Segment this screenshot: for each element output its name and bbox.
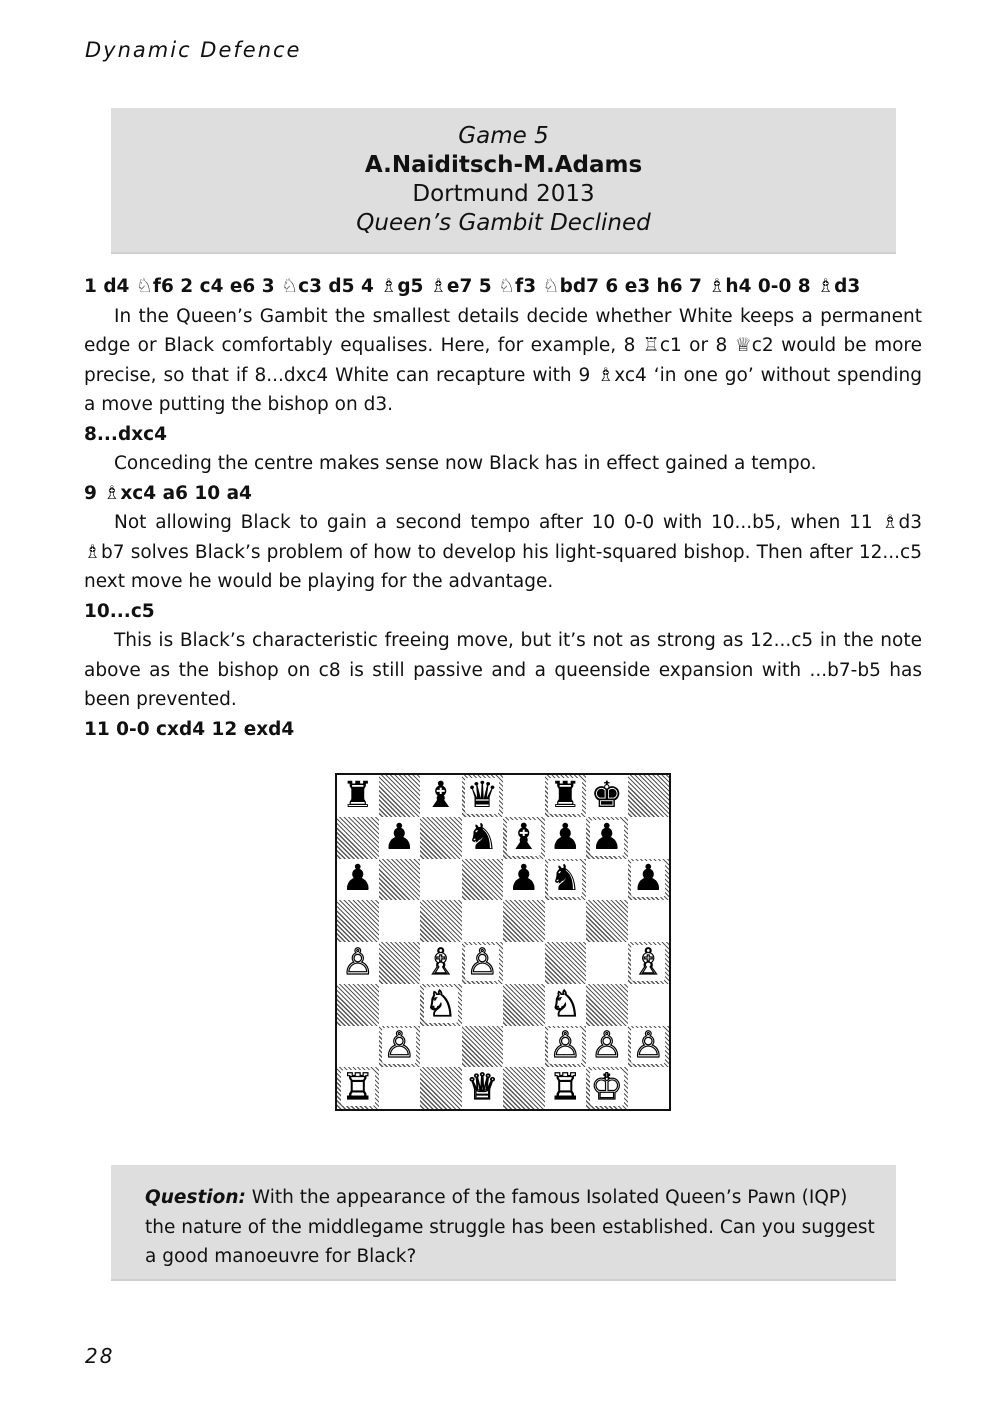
square-a6	[337, 859, 379, 901]
square-h1	[628, 1067, 670, 1109]
square-e7	[503, 817, 545, 859]
move-line-2: 8...dxc4	[84, 423, 167, 445]
square-h6	[628, 859, 670, 901]
knight-icon: ♘	[498, 275, 516, 297]
white-king-icon: ♔	[590, 1067, 623, 1109]
question-label: Question:	[145, 1187, 246, 1208]
page-number: 28	[85, 1344, 115, 1368]
game-opening: Queen’s Gambit Declined	[356, 210, 651, 236]
white-pawn-icon: ♙	[341, 941, 374, 983]
black-pawn-icon: ♟	[549, 816, 582, 858]
square-c5	[420, 900, 462, 942]
square-d3	[462, 984, 504, 1026]
square-b8	[379, 775, 421, 817]
bishop-icon: ♗	[84, 540, 102, 563]
queen-icon: ♕	[734, 334, 752, 356]
square-h5	[628, 900, 670, 942]
game-annotation-text	[84, 272, 922, 744]
black-knight-icon: ♞	[549, 858, 582, 900]
square-a5	[337, 900, 379, 942]
square-a2	[337, 1026, 379, 1068]
question-box	[111, 1165, 896, 1281]
square-b7	[379, 817, 421, 859]
black-king-icon: ♚	[590, 774, 623, 816]
square-e4	[503, 942, 545, 984]
white-pawn-icon: ♙	[383, 1025, 416, 1067]
square-h4	[628, 942, 670, 984]
square-b4	[379, 942, 421, 984]
square-h8	[628, 775, 670, 817]
square-c8	[420, 775, 462, 817]
black-pawn-icon: ♟	[341, 858, 374, 900]
bishop-icon: ♗	[380, 275, 398, 297]
square-a8	[337, 775, 379, 817]
black-pawn-icon: ♟	[590, 816, 623, 858]
white-pawn-icon: ♙	[632, 1025, 665, 1067]
square-b5	[379, 900, 421, 942]
square-a1	[337, 1067, 379, 1109]
square-e3	[503, 984, 545, 1026]
rook-icon: ♖	[642, 334, 660, 356]
bishop-icon: ♗	[597, 363, 615, 386]
note-paragraph-2: Conceding the centre makes sense now Black has in effect gained a tempo.	[114, 453, 817, 474]
square-d2	[462, 1026, 504, 1068]
running-head: Dynamic Defence	[85, 38, 302, 62]
note-paragraph-1: In the Queen’s Gambit the smallest details decide whether White keeps a permanent edge or Black comfortably equalises. Here, for example, 8 ♖c1 or 8 ♕c2 would be more precise, so that if 8...dxc4 White can recapture with 9 ♗xc4 ‘in one go’ without spending a move putting the bishop on d3.	[84, 305, 923, 415]
square-f1	[545, 1067, 587, 1109]
square-g8	[586, 775, 628, 817]
square-f7	[545, 817, 587, 859]
square-b2	[379, 1026, 421, 1068]
game-players: A.Naiditsch-M.Adams	[364, 152, 643, 178]
note-paragraph-3: Not allowing Black to gain a second tempo after 10 0-0 with 10...b5, when 11 ♗d3 ♗b7 solves Black’s problem of how to develop his light-squared bishop. Then after 12...c5 next move he would be playing for the advantage.	[84, 511, 922, 592]
white-queen-icon: ♕	[466, 1067, 499, 1109]
bishop-icon: ♗	[881, 511, 899, 533]
note-paragraph-4: This is Black’s characteristic freeing move, but it’s not as strong as 12...c5 in the note above as the bishop on c8 is still passive and a queenside expansion with ...b7-b5 has been prevented.	[84, 630, 922, 710]
square-a4	[337, 942, 379, 984]
square-b6	[379, 859, 421, 901]
white-bishop-icon: ♗	[424, 941, 457, 983]
white-rook-icon: ♖	[341, 1067, 374, 1109]
square-d7	[462, 817, 504, 859]
square-e2	[503, 1026, 545, 1068]
square-c6	[420, 859, 462, 901]
black-knight-icon: ♞	[466, 816, 499, 858]
square-g4	[586, 942, 628, 984]
black-rook-icon: ♜	[549, 774, 582, 816]
square-f5	[545, 900, 587, 942]
game-header-box	[111, 108, 896, 254]
square-d4	[462, 942, 504, 984]
square-b3	[379, 984, 421, 1026]
bishop-icon: ♗	[708, 275, 726, 297]
square-b1	[379, 1067, 421, 1109]
white-pawn-icon: ♙	[590, 1025, 623, 1067]
bishop-icon: ♗	[817, 275, 835, 297]
white-bishop-icon: ♗	[632, 941, 665, 983]
square-c2	[420, 1026, 462, 1068]
square-f6	[545, 859, 587, 901]
bishop-icon: ♗	[429, 275, 447, 297]
square-d6	[462, 859, 504, 901]
square-f8	[545, 775, 587, 817]
white-pawn-icon: ♙	[466, 941, 499, 983]
move-line-3: 9 ♗xc4 a6 10 a4	[84, 481, 252, 504]
square-c1	[420, 1067, 462, 1109]
black-queen-icon: ♛	[466, 774, 499, 816]
square-a7	[337, 817, 379, 859]
black-pawn-icon: ♟	[507, 858, 540, 900]
square-d1	[462, 1067, 504, 1109]
square-g1	[586, 1067, 628, 1109]
black-rook-icon: ♜	[341, 774, 374, 816]
square-c7	[420, 817, 462, 859]
square-g2	[586, 1026, 628, 1068]
square-e1	[503, 1067, 545, 1109]
bishop-icon: ♗	[103, 481, 121, 504]
knight-icon: ♘	[281, 275, 299, 297]
square-f4	[545, 942, 587, 984]
square-h2	[628, 1026, 670, 1068]
square-e8	[503, 775, 545, 817]
square-f2	[545, 1026, 587, 1068]
chess-board	[337, 775, 669, 1109]
square-g6	[586, 859, 628, 901]
game-event: Dortmund 2013	[412, 181, 595, 207]
move-line-4: 10...c5	[84, 600, 155, 622]
square-d5	[462, 900, 504, 942]
knight-icon: ♘	[542, 275, 560, 297]
square-c3	[420, 984, 462, 1026]
black-pawn-icon: ♟	[383, 816, 416, 858]
square-g3	[586, 984, 628, 1026]
square-h3	[628, 984, 670, 1026]
square-f3	[545, 984, 587, 1026]
white-knight-icon: ♘	[424, 983, 457, 1025]
white-knight-icon: ♘	[549, 983, 582, 1025]
move-line-5: 11 0-0 cxd4 12 exd4	[84, 718, 295, 740]
square-g5	[586, 900, 628, 942]
question-text: Question: With the appearance of the famous Isolated Queen’s Pawn (IQP) the nature of the middlegame struggle has been established. Can you suggest a good manoeuvre for Black?	[145, 1187, 875, 1267]
square-a3	[337, 984, 379, 1026]
black-bishop-icon: ♝	[507, 816, 540, 858]
white-rook-icon: ♖	[549, 1067, 582, 1109]
chess-diagram	[335, 773, 671, 1111]
black-pawn-icon: ♟	[632, 858, 665, 900]
white-pawn-icon: ♙	[549, 1025, 582, 1067]
knight-icon: ♘	[135, 275, 153, 297]
square-e5	[503, 900, 545, 942]
square-g7	[586, 817, 628, 859]
square-h7	[628, 817, 670, 859]
move-line-1: 1 d4 ♘f6 2 c4 e6 3 ♘c3 d5 4 ♗g5 ♗e7 5 ♘f3 ♘bd7 6 e3 h6 7 ♗h4 0-0 8 ♗d3	[84, 275, 861, 297]
square-d8	[462, 775, 504, 817]
square-c4	[420, 942, 462, 984]
black-bishop-icon: ♝	[424, 774, 457, 816]
square-e6	[503, 859, 545, 901]
game-number: Game 5	[458, 123, 549, 149]
